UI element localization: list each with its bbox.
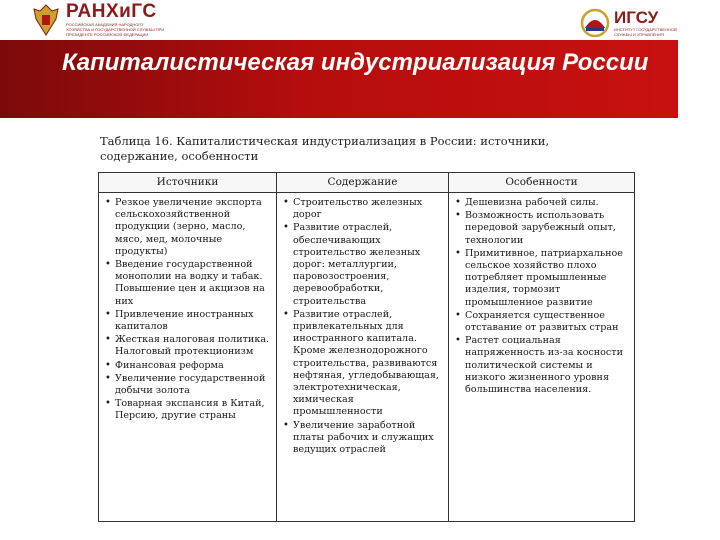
table-row: [99, 193, 635, 522]
column-header-features: Особенности: [449, 173, 635, 193]
list-item: • Товарная экспансия в Китай, Персию, другие страны: [105, 398, 272, 422]
igsu-logo-name: ИГСУ: [614, 8, 659, 27]
features-cell: [449, 193, 635, 522]
ranepa-logo: [32, 2, 166, 37]
list-item: • Привлечение иностранных капиталов: [105, 309, 272, 333]
slide-title: Капиталистическая индустриализация России: [62, 49, 649, 76]
sources-list: [105, 197, 272, 423]
list-item: • Развитие отраслей, обеспечивающих строительство железных дорог: металлургии, паровозостроения, деревообработки, строительства: [283, 222, 444, 307]
list-item: • Жесткая налоговая политика. Налоговый протекционизм: [105, 334, 272, 358]
sources-cell: [99, 193, 277, 522]
column-header-content: Содержание: [277, 173, 449, 193]
list-item: • Растет социальная напряженность из-за косности политической системы и низкого жизненного уровня большинства населения.: [455, 335, 630, 396]
industrialization-table: [98, 172, 635, 522]
table-header-row: [99, 173, 635, 193]
column-header-sources: Источники: [99, 173, 277, 193]
content-cell: [277, 193, 449, 522]
list-item: • Финансовая реформа: [105, 360, 272, 372]
features-list: [455, 197, 630, 396]
igsu-logo-subtitle: ИНСТИТУТ ГОСУДАРСТВЕННОЙ СЛУЖБЫ И УПРАВЛЕНИЯ: [614, 27, 677, 37]
list-item: • Сохраняется существенное отставание от развитых стран: [455, 310, 630, 334]
table-caption: Таблица 16. Капиталистическая индустриализация в России: источники, содержание, особенности: [100, 134, 550, 163]
content-list: [283, 197, 444, 456]
list-item: • Строительство железных дорог: [283, 197, 444, 221]
list-item: • Введение государственной монополии на водку и табак. Повышение цен и акцизов на них: [105, 259, 272, 308]
igsu-seal-icon: [580, 8, 610, 38]
list-item: • Увеличение государственной добычи золота: [105, 373, 272, 397]
igsu-logo: [580, 8, 694, 38]
list-item: • Увеличение заработной платы рабочих и служащих ведущих отраслей: [283, 420, 444, 457]
list-item: • Возможность использовать передовой зарубежный опыт, технологии: [455, 210, 630, 247]
eagle-emblem-icon: [32, 3, 60, 37]
ranepa-logo-name: РАНХиГС: [66, 1, 157, 22]
list-item: • Развитие отраслей, привлекательных для иностранного капитала. Кроме железнодорожного строительства, развиваются нефтяная, угледобывающая, электротехническая, химическая промышленности: [283, 309, 444, 419]
list-item: • Примитивное, патриархальное сельское хозяйство плохо потребляет промышленные изделия, тормозит промышленное развитие: [455, 248, 630, 309]
ranepa-logo-subtitle: РОССИЙСКАЯ АКАДЕМИЯ НАРОДНОГО ХОЗЯЙСТВА И ГОСУДАРСТВЕННОЙ СЛУЖБЫ ПРИ ПРЕЗИДЕНТЕ РОССИЙСКОЙ ФЕДЕРАЦИИ: [66, 22, 165, 37]
list-item: • Дешевизна рабочей силы.: [455, 197, 630, 209]
list-item: • Резкое увеличение экспорта сельскохозяйственной продукции (зерно, масло, мясо, мед, молочные продукты): [105, 197, 272, 258]
